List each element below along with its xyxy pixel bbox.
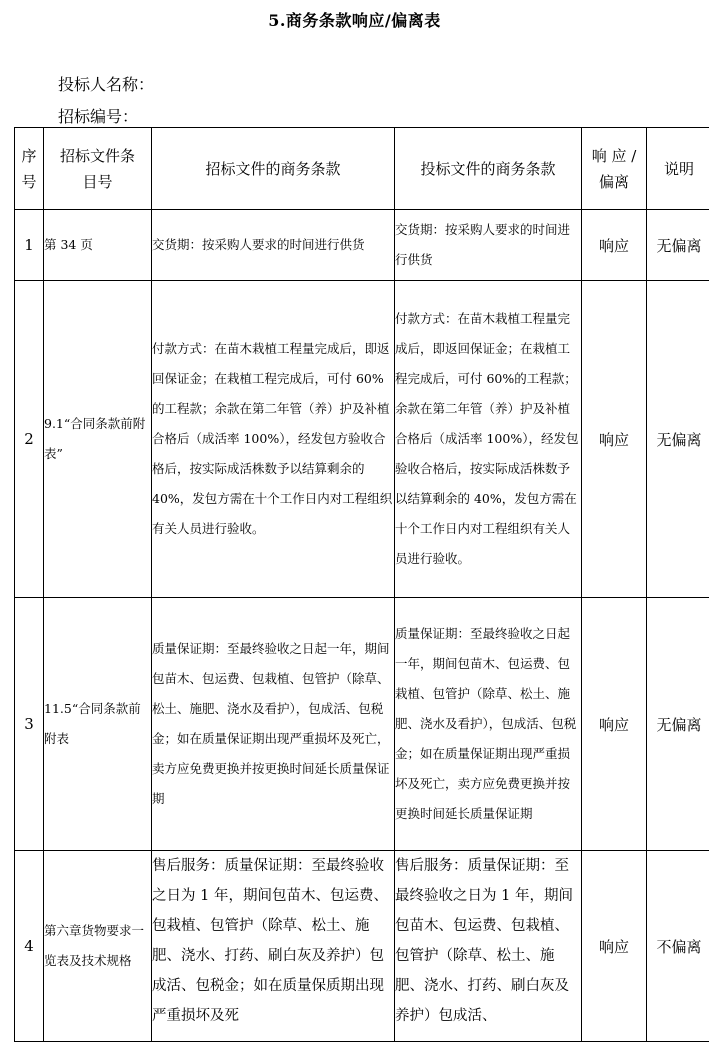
row-tender-terms: 质量保证期：至最终验收之日起一年，期间包苗木、包运费、包栽植、包管护（除草、松土、施肥、浇水及看护），包成活、包税金；如在质量保证期出现严重损坏及死亡，卖方应免费更换并按更换时间延长质量保证期 (152, 598, 395, 851)
row-note: 无偏离 (647, 210, 709, 281)
table-header-row (15, 128, 709, 210)
row-bid-terms: 质量保证期：至最终验收之日起一年，期间包苗木、包运费、包栽植、包管护（除草、松土、施肥、浇水及看护），包成活、包税金；如在质量保证期出现严重损坏及死亡，卖方应免费更换并按更换时间延长质量保证期 (395, 598, 582, 851)
row-bid-terms: 售后服务：质量保证期：至最终验收之日为 1 年，期间包苗木、包运费、包栽植、包管护（除草、松土、施肥、浇水、打药、刷白灰及养护）包成活、 (395, 851, 582, 1042)
row-note: 无偏离 (647, 598, 709, 851)
row-seq: 4 (15, 851, 44, 1042)
row-bid-terms: 付款方式：在苗木栽植工程量完成后，即返回保证金；在栽植工程完成后，可付 60%的工程款；余款在第二年管（养）护及补植合格后（成活率 100%），经发包验收合格后，按实际成活株数予以结算剩余的 40%，发包方需在十个工作日内对工程组织有关人员进行验收。 (395, 281, 582, 598)
table-row (15, 210, 709, 281)
row-response: 响应 (582, 210, 647, 281)
row-response: 响应 (582, 598, 647, 851)
row-response: 响应 (582, 851, 647, 1042)
table-row (15, 281, 709, 598)
row-tender-terms: 售后服务：质量保证期：至最终验收之日为 1 年，期间包苗木、包运费、包栽植、包管护（除草、松土、施肥、浇水、打药、刷白灰及养护）包成活、包税金；如在质量保质期出现严重损坏及死 (152, 851, 395, 1042)
row-bid-terms: 交货期：按采购人要求的时间进行供货 (395, 210, 582, 281)
row-item-no: 第 34 页 (44, 210, 152, 281)
header-response: 响 应 / 偏离 (582, 128, 647, 210)
row-seq: 2 (15, 281, 44, 598)
row-tender-terms: 付款方式：在苗木栽植工程量完成后，即返回保证金；在栽植工程完成后，可付 60%的工程款；余款在第二年管（养）护及补植合格后（成活率 100%），经发包方验收合格后，按实际成活株数予以结算剩余的 40%，发包方需在十个工作日内对工程组织有关人员进行验收。 (152, 281, 395, 598)
header-note: 说明 (647, 128, 709, 210)
table-row (15, 598, 709, 851)
document-title: 5.商务条款响应/偏离表 (0, 8, 709, 31)
row-item-no: 第六章货物要求一览表及技术规格 (44, 851, 152, 1042)
header-seq: 序 号 (15, 128, 44, 210)
row-item-no: 11.5“合同条款前附表 (44, 598, 152, 851)
row-seq: 3 (15, 598, 44, 851)
bidder-name-label: 投标人名称： (58, 72, 154, 95)
header-tender-terms: 招标文件的商务条款 (152, 128, 395, 210)
table-row (15, 851, 709, 1042)
row-note: 无偏离 (647, 281, 709, 598)
row-item-no: 9.1“合同条款前附表” (44, 281, 152, 598)
row-seq: 1 (15, 210, 44, 281)
row-note: 不偏离 (647, 851, 709, 1042)
row-tender-terms: 交货期：按采购人要求的时间进行供货 (152, 210, 395, 281)
row-response: 响应 (582, 281, 647, 598)
bid-number-label: 招标编号： (58, 104, 138, 127)
header-item-no: 招标文件条 目号 (44, 128, 152, 210)
business-terms-table (14, 127, 709, 1042)
header-bid-terms: 投标文件的商务条款 (395, 128, 582, 210)
